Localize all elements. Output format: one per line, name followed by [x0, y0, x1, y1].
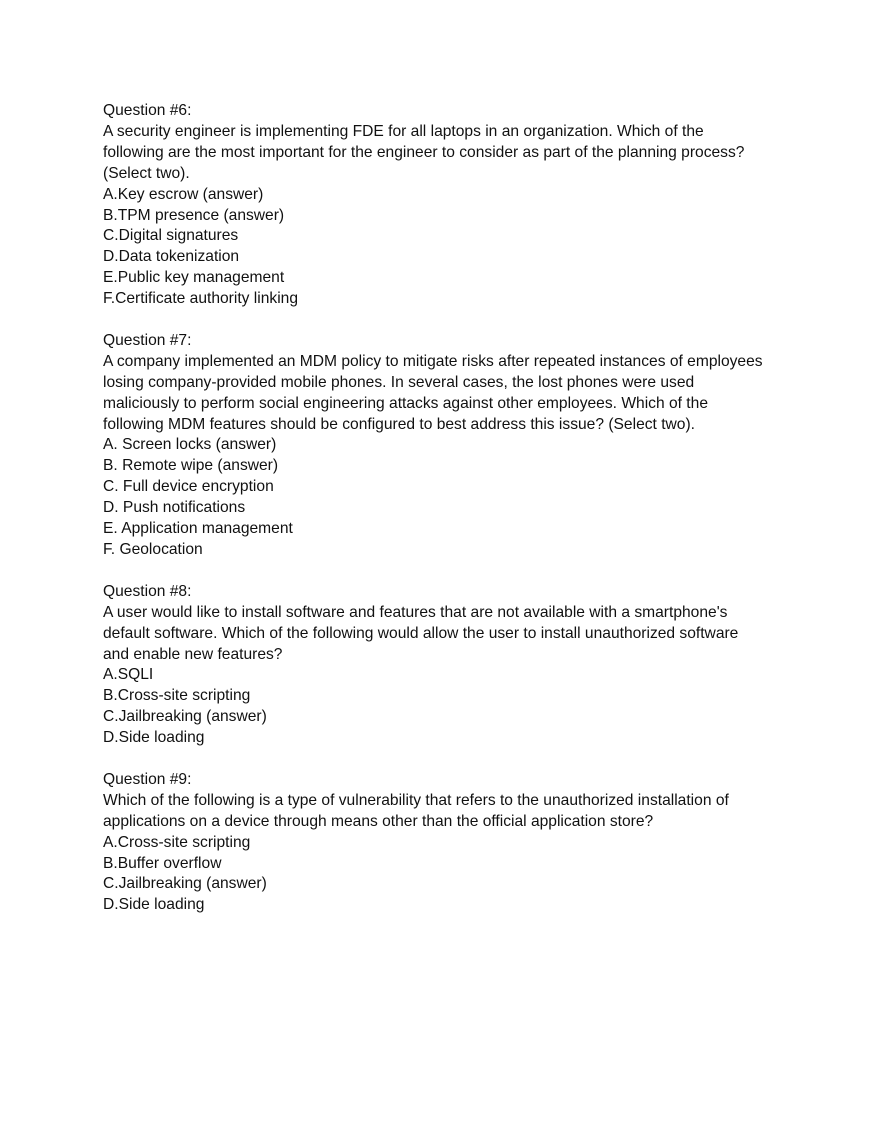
answer-option: C.Digital signatures [103, 227, 239, 245]
question-text-line: maliciously to perform social engineering attacks against other employees. Which of the [103, 394, 708, 412]
answer-option: D.Side loading [103, 896, 205, 914]
answer-option: B.TPM presence (answer) [103, 206, 285, 224]
question-text-line: following are the most important for the engineer to consider as part of the planning process? [103, 143, 745, 161]
answer-option: A.Cross-site scripting [103, 833, 251, 851]
answer-option: E.Public key management [103, 269, 285, 287]
question-text-line: and enable new features? [103, 645, 283, 663]
question-block-6 [103, 101, 793, 310]
question-text-line: following MDM features should be configured to best address this issue? (Select two). [103, 415, 695, 433]
question-heading: Question #8: [103, 582, 192, 600]
answer-option: B.Buffer overflow [103, 854, 222, 872]
question-heading: Question #9: [103, 770, 192, 788]
question-text-line: default software. Which of the following would allow the user to install unauthorized software [103, 624, 739, 642]
answer-option: C.Jailbreaking (answer) [103, 875, 267, 893]
question-heading: Question #6: [103, 102, 192, 119]
question-text-line: A security engineer is implementing FDE for all laptops in an organization. Which of the [103, 122, 704, 140]
document-page [103, 101, 793, 916]
question-block-9 [103, 770, 793, 916]
answer-option: A. Screen locks (answer) [103, 436, 277, 454]
question-text-line: Which of the following is a type of vulnerability that refers to the unauthorized installation of [103, 791, 729, 809]
answer-option: D. Push notifications [103, 499, 246, 517]
question-text-line: losing company-provided mobile phones. In several cases, the lost phones were used [103, 373, 695, 391]
answer-option: E. Application management [103, 520, 293, 538]
answer-option: D.Side loading [103, 729, 205, 747]
question-block-7 [103, 331, 793, 561]
answer-option: F. Geolocation [103, 541, 203, 559]
answer-option: A.Key escrow (answer) [103, 185, 264, 203]
question-text-line: A user would like to install software and features that are not available with a smartphone's [103, 603, 728, 621]
answer-option: C.Jailbreaking (answer) [103, 708, 267, 726]
answer-option: C. Full device encryption [103, 478, 274, 496]
question-text-line: (Select two). [103, 164, 190, 182]
answer-option: A.SQLI [103, 666, 154, 684]
answer-option: D.Data tokenization [103, 248, 240, 266]
question-text-line: applications on a device through means other than the official application store? [103, 812, 654, 830]
question-heading: Question #7: [103, 331, 192, 349]
question-block-8 [103, 582, 793, 749]
answer-option: F.Certificate authority linking [103, 290, 299, 308]
answer-option: B. Remote wipe (answer) [103, 457, 279, 475]
answer-option: B.Cross-site scripting [103, 687, 251, 705]
question-text-line: A company implemented an MDM policy to mitigate risks after repeated instances of employees [103, 352, 763, 370]
